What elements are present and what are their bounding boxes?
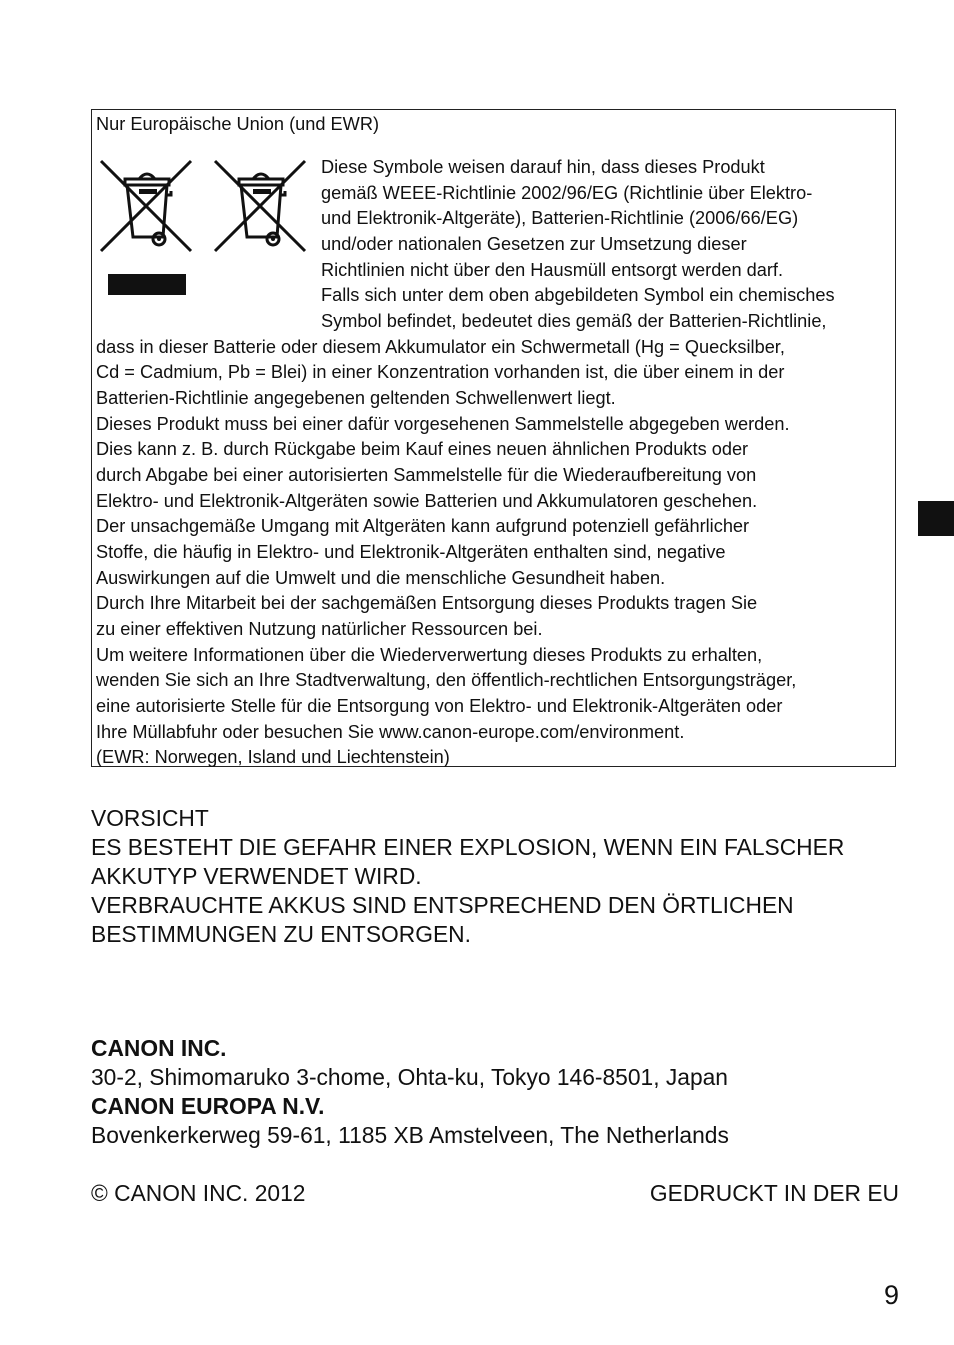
caution-line: BESTIMMUNGEN ZU ENTSORGEN.: [91, 921, 471, 947]
crossed-out-wheelie-bin-icon: [211, 157, 311, 257]
weee-line: Richtlinien nicht über den Hausmüll entsorgt werden darf.: [321, 260, 784, 280]
weee-line: Symbol befindet, bedeutet dies gemäß der Batterien-Richtlinie,: [321, 311, 827, 331]
weee-heading: Nur Europäische Union (und EWR): [96, 114, 380, 134]
weee-line: Ihre Müllabfuhr oder besuchen Sie www.canon-europe.com/environment.: [96, 722, 685, 742]
weee-line: Stoffe, die häufig in Elektro- und Elektronik-Altgeräten enthalten sind, negative: [96, 542, 726, 562]
weee-line: Elektro- und Elektronik-Altgeräten sowie Batterien und Akkumulatoren geschehen.: [96, 491, 758, 511]
caution-title: VORSICHT: [91, 805, 209, 831]
weee-line: Dies kann z. B. durch Rückgabe beim Kauf eines neuen ähnlichen Produkts oder: [96, 439, 749, 459]
copyright-text: © CANON INC. 2012: [91, 1180, 306, 1206]
caution-line: VERBRAUCHTE AKKUS SIND ENTSPRECHEND DEN ÖRTLICHEN: [91, 892, 794, 918]
weee-line: Batterien-Richtlinie angegebenen geltenden Schwellenwert liegt.: [96, 388, 616, 408]
weee-line: eine autorisierte Stelle für die Entsorgung von Elektro- und Elektronik-Altgeräten oder: [96, 696, 783, 716]
company-name: CANON EUROPA N.V.: [91, 1093, 325, 1119]
weee-line: wenden Sie sich an Ihre Stadtverwaltung, den öffentlich-rechtlichen Entsorgungsträger,: [96, 670, 797, 690]
company-addresses: [91, 1034, 729, 1150]
page-number: 9: [883, 1280, 899, 1310]
weee-notice-box: [91, 109, 896, 767]
crossed-out-wheelie-bin-icon: [97, 157, 197, 257]
weee-line: Durch Ihre Mitarbeit bei der sachgemäßen Entsorgung dieses Produkts tragen Sie: [96, 593, 758, 613]
company-name: CANON INC.: [91, 1035, 227, 1061]
weee-line: dass in dieser Batterie oder diesem Akkumulator ein Schwermetall (Hg = Quecksilber,: [96, 337, 785, 357]
weee-line: Der unsachgemäße Umgang mit Altgeräten kann aufgrund potenziell gefährlicher: [96, 516, 750, 536]
weee-line: Cd = Cadmium, Pb = Blei) in einer Konzentration vorhanden ist, die über einem in der: [96, 362, 785, 382]
company-address: Bovenkerkerweg 59-61, 1185 XB Amstelveen, The Netherlands: [91, 1122, 729, 1148]
weee-line: zu einer effektiven Nutzung natürlicher Ressourcen bei.: [96, 619, 543, 639]
caution-notice: [91, 804, 844, 949]
weee-line: Dieses Produkt muss bei einer dafür vorgesehenen Sammelstelle abgegeben werden.: [96, 414, 790, 434]
caution-line: AKKUTYP VERWENDET WIRD.: [91, 863, 422, 889]
company-address: 30-2, Shimomaruko 3-chome, Ohta-ku, Tokyo 146-8501, Japan: [91, 1064, 728, 1090]
caution-line: ES BESTEHT DIE GEFAHR EINER EXPLOSION, WENN EIN FALSCHER: [91, 834, 845, 860]
weee-line: und/oder nationalen Gesetzen zur Umsetzung dieser: [321, 234, 747, 254]
weee-line: und Elektronik-Altgeräte), Batterien-Richtlinie (2006/66/EG): [321, 208, 799, 228]
weee-line: Um weitere Informationen über die Wiederverwertung dieses Produkts zu erhalten,: [96, 645, 763, 665]
weee-line: durch Abgabe bei einer autorisierten Sammelstelle für die Wiederaufbereitung von: [96, 465, 757, 485]
weee-line: Diese Symbole weisen darauf hin, dass dieses Produkt: [321, 157, 765, 177]
section-tab-marker: [918, 501, 954, 536]
weee-line: (EWR: Norwegen, Island und Liechtenstein): [96, 747, 450, 767]
printed-in-text: GEDRUCKT IN DER EU: [649, 1180, 899, 1206]
weee-line: Falls sich unter dem oben abgebildeten Symbol ein chemisches: [321, 285, 835, 305]
black-bar-symbol: [108, 274, 186, 295]
weee-line: gemäß WEEE-Richtlinie 2002/96/EG (Richtlinie über Elektro-: [321, 183, 813, 203]
weee-line: Auswirkungen auf die Umwelt und die menschliche Gesundheit haben.: [96, 568, 666, 588]
